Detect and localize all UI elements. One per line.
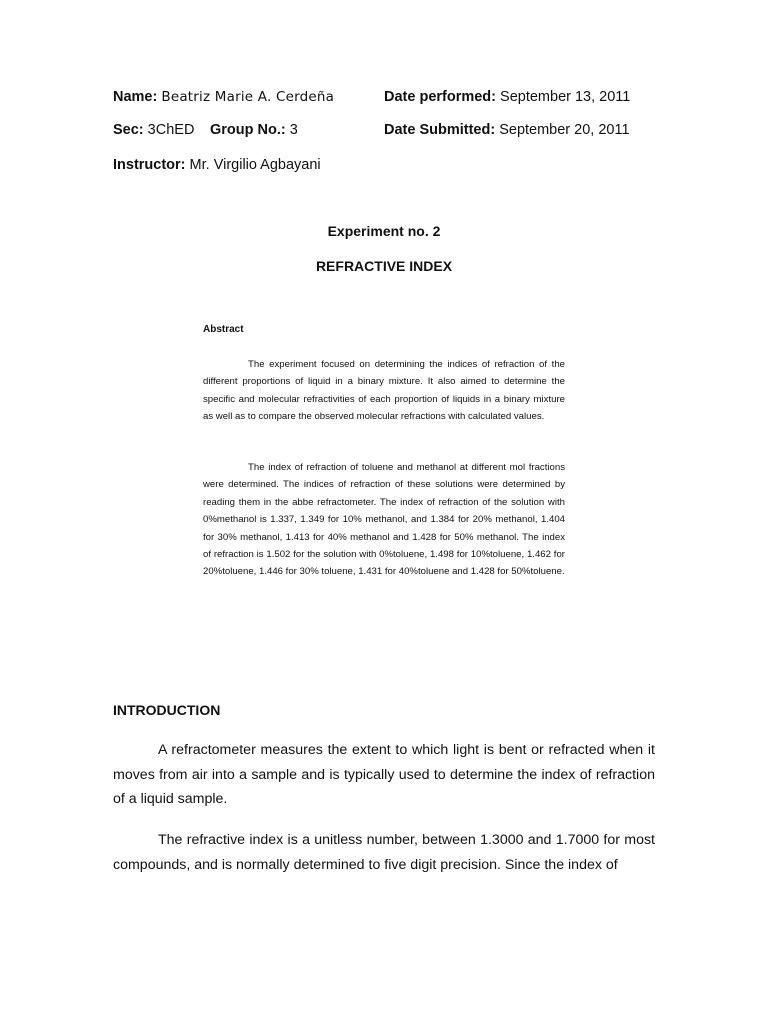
introduction-paragraph-1-text: A refractometer measures the extent to which light is bent or refracted when it moves from air into a sample and is typically used to determine the index of refraction of a liquid sample.	[113, 742, 655, 807]
date-submitted-line	[384, 122, 630, 138]
section-line	[113, 122, 194, 138]
date-performed-label: Date performed:	[384, 89, 496, 105]
name-line	[113, 89, 334, 105]
introduction-paragraph-2-text: The refractive index is a unitless number, between 1.3000 and 1.7000 for most compounds, and is normally determined to five digit precision. Since the index of	[113, 832, 655, 873]
name-label: Name:	[113, 89, 158, 105]
date-submitted-label: Date Submitted:	[384, 122, 496, 138]
group-label: Group No.:	[210, 122, 286, 138]
abstract-paragraph-1	[203, 356, 565, 426]
instructor-label: Instructor:	[113, 157, 186, 173]
group-line	[210, 122, 298, 138]
abstract-paragraph-2-text: The index of refraction of toluene and methanol at different mol fractions were determined. The indices of refraction of these solutions were determined by reading them in the abbe refractometer. The index of refraction of the solution with 0%methanol is 1.337, 1.349 for 10% methanol, and 1.384 for 20% methanol, 1.404 for 30% methanol, 1.413 for 40% methanol and 1.428 for 50% methanol. The index of refraction is 1.502 for the solution with 0%toluene, 1.498 for 10%toluene, 1.462 for 20%toluene, 1.446 for 30% toluene, 1.431 for 40%toluene and 1.428 for 50%toluene.	[203, 462, 565, 578]
date-performed-value: September 13, 2011	[500, 89, 631, 105]
date-performed-line	[384, 89, 630, 105]
introduction-paragraph-2	[113, 828, 655, 877]
sec-value: 3ChED	[147, 122, 195, 138]
introduction-heading: INTRODUCTION	[113, 702, 221, 718]
instructor-value: Mr. Virgilio Agbayani	[189, 157, 321, 173]
name-value: Beatriz Marie A. Cerdeña	[161, 89, 335, 105]
abstract-heading: Abstract	[203, 324, 244, 335]
introduction-paragraph-1	[113, 738, 655, 812]
date-submitted-value: September 20, 2011	[499, 122, 630, 138]
sec-label: Sec:	[113, 122, 144, 138]
experiment-title: REFRACTIVE INDEX	[315, 258, 453, 274]
instructor-line	[113, 157, 321, 173]
group-value: 3	[289, 122, 298, 138]
abstract-paragraph-2	[203, 459, 565, 581]
abstract-paragraph-1-text: The experiment focused on determining the indices of refraction of the different proportions of liquid in a binary mixture. It also aimed to determine the specific and molecular refractivities of each proportion of liquids in a binary mixture as well as to compare the observed molecular refractions with calculated values.	[203, 359, 565, 423]
experiment-number: Experiment no. 2	[327, 223, 441, 239]
